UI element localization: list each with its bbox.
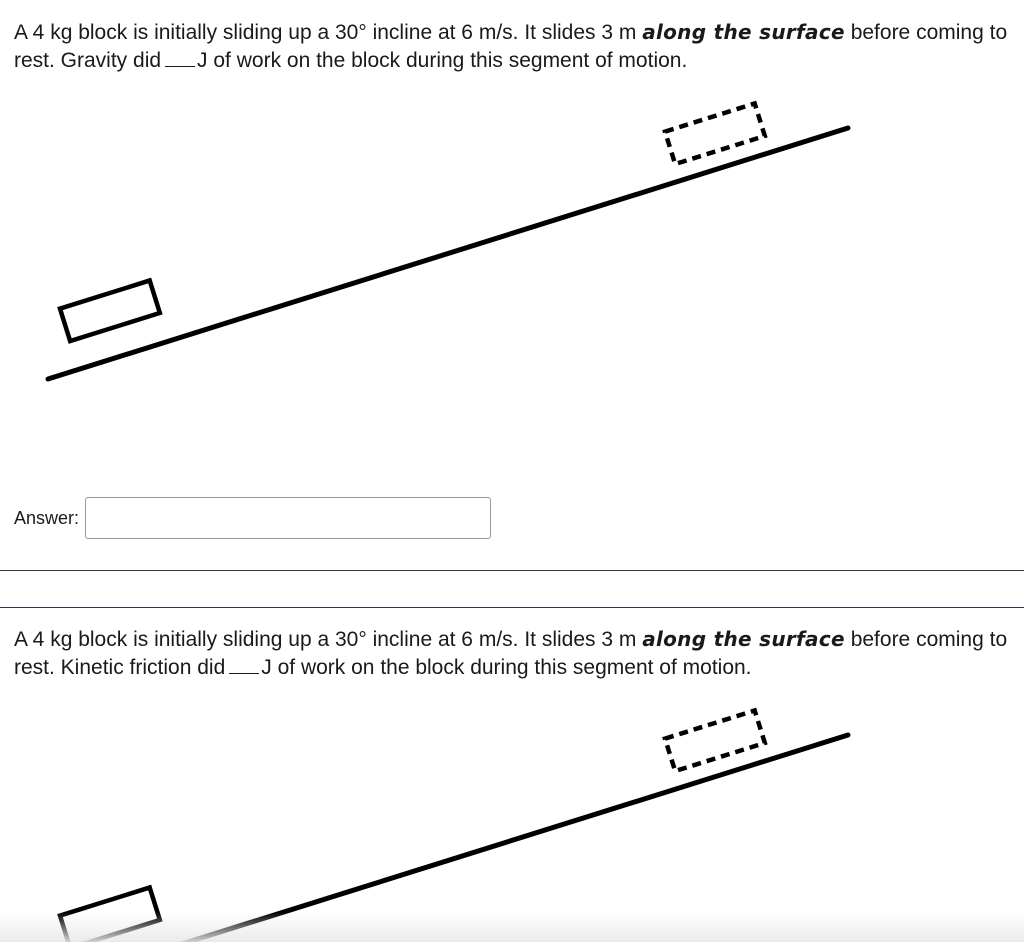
- block-final-position-dashed: [665, 104, 765, 165]
- block-initial-position: [60, 888, 160, 942]
- question-2-emphasis: along the surface: [642, 627, 845, 651]
- block-initial-position: [60, 281, 160, 342]
- question-1-text-after: J of work on the block during this segment of motion.: [197, 49, 688, 72]
- answer-input[interactable]: [85, 497, 491, 539]
- block-final-position-dashed: [665, 711, 765, 772]
- question-1-emphasis: along the surface: [642, 20, 845, 44]
- question-1-blank: [165, 65, 195, 67]
- question-2-text-before: A 4 kg block is initially sliding up a 30° incline at 6 m/s. It slides 3 m: [14, 628, 643, 651]
- question-2-text-middle: before coming to rest. Kinetic friction did: [14, 628, 1008, 679]
- question-1-text-middle: before coming to rest. Gravity did: [14, 21, 1008, 72]
- divider-top: [0, 570, 1024, 571]
- divider-bottom: [0, 607, 1024, 608]
- answer-row: [14, 495, 491, 541]
- incline-surface: [48, 735, 848, 942]
- question-1-text: [14, 18, 1014, 75]
- question-2-blank: [229, 672, 259, 674]
- question-1-incline-diagram: [0, 96, 1024, 396]
- question-2-text: [14, 625, 1014, 682]
- incline-surface: [48, 128, 848, 379]
- question-2-text-after: J of work on the block during this segment of motion.: [261, 656, 752, 679]
- question-2-incline-diagram: [0, 703, 1024, 942]
- answer-label: Answer:: [14, 507, 80, 528]
- question-1-text-before: A 4 kg block is initially sliding up a 30° incline at 6 m/s. It slides 3 m: [14, 21, 643, 44]
